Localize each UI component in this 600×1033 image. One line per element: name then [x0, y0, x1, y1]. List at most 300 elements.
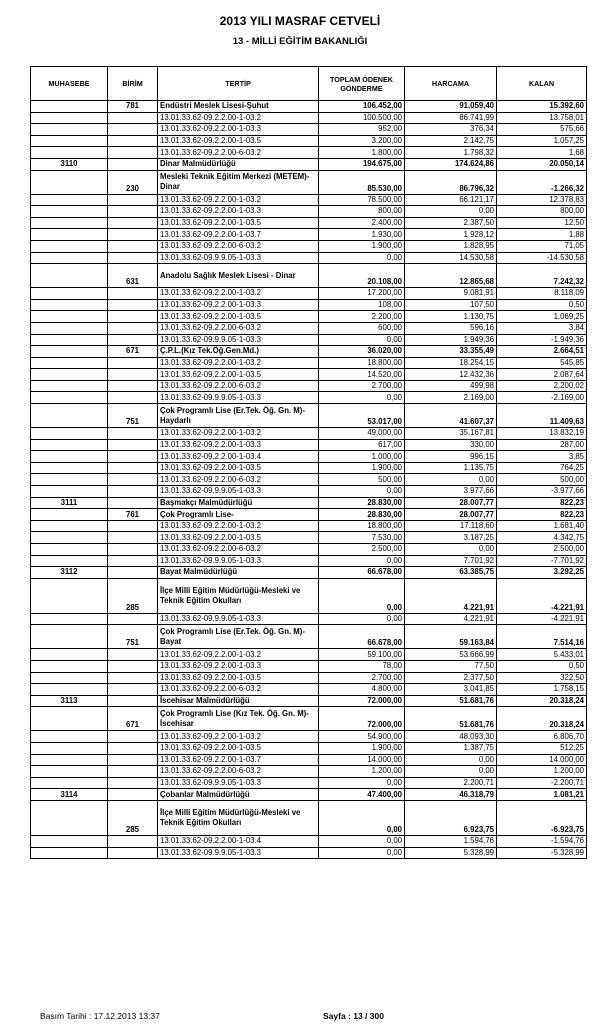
page-number: Sayfa : 13 / 300 — [323, 1011, 384, 1021]
table-row — [31, 684, 587, 696]
kalan-cell: -5.328,99 — [497, 847, 587, 859]
table-row — [31, 766, 587, 778]
kalan-cell: 500,00 — [497, 474, 587, 486]
muhasebe-cell: 3111 — [31, 497, 108, 509]
muhasebe-cell — [31, 847, 108, 859]
table-row — [31, 135, 587, 147]
harcama-cell: 12.432,36 — [405, 369, 497, 381]
birim-cell — [108, 835, 158, 847]
kalan-cell: 1.057,25 — [497, 135, 587, 147]
harcama-cell: 1.135,75 — [405, 462, 497, 474]
harcama-cell: 12.865,68 — [405, 264, 497, 288]
kalan-cell: 1.081,21 — [497, 789, 587, 801]
birim-cell — [108, 380, 158, 392]
kalan-cell: 20.050,14 — [497, 158, 587, 170]
harcama-cell: 33.355,49 — [405, 346, 497, 358]
table-row — [31, 613, 587, 625]
odenek-cell: 1.900,00 — [319, 240, 405, 252]
tertip-cell: 13.01.33.62-09.9.9.05-1-03.3 — [158, 392, 319, 404]
kalan-cell: 13.758,01 — [497, 112, 587, 124]
harcama-cell: 2.387,50 — [405, 217, 497, 229]
odenek-cell: 617,00 — [319, 439, 405, 451]
muhasebe-cell — [31, 264, 108, 288]
tertip-cell: 13.01.33.62-09.2.2.00-1-03.2 — [158, 649, 319, 661]
odenek-cell: 3.200,00 — [319, 135, 405, 147]
harcama-cell: 91.059,40 — [405, 101, 497, 113]
kalan-cell: 13.832,19 — [497, 428, 587, 440]
birim-cell — [108, 847, 158, 859]
birim-cell — [108, 497, 158, 509]
table-row — [31, 288, 587, 300]
table-row — [31, 509, 587, 521]
muhasebe-cell — [31, 777, 108, 789]
birim-cell — [108, 392, 158, 404]
odenek-cell: 100.500,00 — [319, 112, 405, 124]
kalan-cell: 1,88 — [497, 229, 587, 241]
harcama-cell: 28.007,77 — [405, 497, 497, 509]
tertip-cell: 13.01.33.62-09.2.2.00-1-03.3 — [158, 660, 319, 672]
tertip-cell: 13.01.33.62-09.2.2.00-1-03.4 — [158, 835, 319, 847]
table-row — [31, 147, 587, 159]
odenek-cell: 72.000,00 — [319, 707, 405, 731]
tertip-cell: 13.01.33.62-09.2.2.00-6-03.2 — [158, 474, 319, 486]
odenek-cell: 2.200,00 — [319, 311, 405, 323]
harcama-cell: 1.949,36 — [405, 334, 497, 346]
muhasebe-cell: 3114 — [31, 789, 108, 801]
kalan-cell: -6.923,75 — [497, 800, 587, 835]
table-row — [31, 486, 587, 498]
kalan-cell: 14.000,00 — [497, 754, 587, 766]
kalan-cell: 5.433,01 — [497, 649, 587, 661]
odenek-cell: 0,00 — [319, 578, 405, 613]
muhasebe-cell — [31, 147, 108, 159]
tertip-cell: 13.01.33.62-09.2.2.00-1-03.2 — [158, 520, 319, 532]
muhasebe-cell — [31, 462, 108, 474]
tertip-cell: 13.01.33.62-09.2.2.00-1-03.4 — [158, 451, 319, 463]
table-row — [31, 240, 587, 252]
tertip-cell: Anadolu Sağlık Meslek Lisesi - Dinar — [158, 264, 319, 288]
birim-cell — [108, 112, 158, 124]
tertip-cell: 13.01.33.62-09.2.2.00-1-03.2 — [158, 194, 319, 206]
muhasebe-cell — [31, 707, 108, 731]
birim-cell — [108, 428, 158, 440]
table-row — [31, 544, 587, 556]
kalan-cell: 1,68 — [497, 147, 587, 159]
kalan-cell: -4.221,91 — [497, 578, 587, 613]
birim-cell: 230 — [108, 170, 158, 194]
muhasebe-cell — [31, 439, 108, 451]
odenek-cell: 600,00 — [319, 322, 405, 334]
muhasebe-cell — [31, 649, 108, 661]
tertip-cell: Çok Programlı Lise (Er.Tek. Öğ. Gn. M)-Bayat — [158, 625, 319, 649]
harcama-cell: 5.328,99 — [405, 847, 497, 859]
odenek-cell: 0,00 — [319, 392, 405, 404]
table-row — [31, 101, 587, 113]
muhasebe-cell — [31, 754, 108, 766]
kalan-cell: 8.118,09 — [497, 288, 587, 300]
table-row — [31, 497, 587, 509]
odenek-cell: 0,00 — [319, 252, 405, 264]
tertip-cell: 13.01.33.62-09.2.2.00-1-03.7 — [158, 754, 319, 766]
harcama-cell: 1.828,95 — [405, 240, 497, 252]
muhasebe-cell — [31, 346, 108, 358]
muhasebe-cell — [31, 357, 108, 369]
kalan-cell: -2.200,71 — [497, 777, 587, 789]
muhasebe-cell — [31, 380, 108, 392]
harcama-cell: 996,15 — [405, 451, 497, 463]
print-date: Basım Tarihi : 17.12.2013 13:37 — [40, 1011, 160, 1021]
muhasebe-cell — [31, 800, 108, 835]
muhasebe-cell — [31, 206, 108, 218]
tertip-cell: 13.01.33.62-09.2.2.00-1-03.7 — [158, 229, 319, 241]
tertip-cell: Mesleki Teknik Eğitim Merkezi (METEM)-Dinar — [158, 170, 319, 194]
table-row — [31, 532, 587, 544]
harcama-cell: 1.387,75 — [405, 742, 497, 754]
tertip-cell: 13.01.33.62-09.9.9.05-1-03.3 — [158, 777, 319, 789]
table-row — [31, 625, 587, 649]
kalan-cell: 2.500,00 — [497, 544, 587, 556]
muhasebe-cell — [31, 672, 108, 684]
muhasebe-cell — [31, 124, 108, 136]
table-row — [31, 264, 587, 288]
odenek-cell: 49.000,00 — [319, 428, 405, 440]
muhasebe-cell — [31, 240, 108, 252]
harcama-cell: 9.081,91 — [405, 288, 497, 300]
kalan-cell: 1.069,25 — [497, 311, 587, 323]
odenek-cell: 0,00 — [319, 613, 405, 625]
harcama-cell: 1.928,12 — [405, 229, 497, 241]
odenek-cell: 0,00 — [319, 777, 405, 789]
tertip-cell: 13.01.33.62-09.9.9.05-1-03.3 — [158, 486, 319, 498]
table-row — [31, 439, 587, 451]
kalan-cell: 2.200,02 — [497, 380, 587, 392]
harcama-cell: 0,00 — [405, 754, 497, 766]
header-birim: BİRİM — [108, 67, 158, 101]
expense-table — [30, 66, 587, 859]
document-subtitle: 13 - MİLLİ EĞİTİM BAKANLIĞI — [232, 36, 368, 47]
table-row — [31, 334, 587, 346]
muhasebe-cell — [31, 135, 108, 147]
odenek-cell: 800,00 — [319, 206, 405, 218]
birim-cell — [108, 194, 158, 206]
odenek-cell: 952,00 — [319, 124, 405, 136]
odenek-cell: 66.678,00 — [319, 625, 405, 649]
table-row — [31, 742, 587, 754]
tertip-cell: 13.01.33.62-09.2.2.00-1-03.3 — [158, 299, 319, 311]
tertip-cell: Çok Programlı Lise- — [158, 509, 319, 521]
odenek-cell: 2.700,00 — [319, 380, 405, 392]
kalan-cell: 1.681,40 — [497, 520, 587, 532]
birim-cell — [108, 229, 158, 241]
birim-cell: 781 — [108, 101, 158, 113]
table-row — [31, 112, 587, 124]
table-row — [31, 847, 587, 859]
document-title: 2013 YILI MASRAF CETVELİ — [219, 14, 381, 28]
table-row — [31, 835, 587, 847]
birim-cell — [108, 555, 158, 567]
kalan-cell: 764,25 — [497, 462, 587, 474]
harcama-cell: 3.041,85 — [405, 684, 497, 696]
odenek-cell: 1.800,00 — [319, 147, 405, 159]
muhasebe-cell — [31, 474, 108, 486]
odenek-cell: 1.000,00 — [319, 451, 405, 463]
odenek-cell: 36.020,00 — [319, 346, 405, 358]
harcama-cell: 4.221,91 — [405, 578, 497, 613]
harcama-cell: 2.200,71 — [405, 777, 497, 789]
tertip-cell: 13.01.33.62-09.2.2.00-1-03.3 — [158, 206, 319, 218]
muhasebe-cell — [31, 520, 108, 532]
harcama-cell: 2.377,50 — [405, 672, 497, 684]
birim-cell: 761 — [108, 509, 158, 521]
tertip-cell: 13.01.33.62-09.2.2.00-6-03.2 — [158, 380, 319, 392]
table-row — [31, 404, 587, 428]
birim-cell: 285 — [108, 800, 158, 835]
kalan-cell: 1.758,15 — [497, 684, 587, 696]
birim-cell — [108, 684, 158, 696]
table-row — [31, 660, 587, 672]
muhasebe-cell — [31, 170, 108, 194]
muhasebe-cell — [31, 404, 108, 428]
odenek-cell: 0,00 — [319, 334, 405, 346]
tertip-cell: 13.01.33.62-09.2.2.00-1-03.5 — [158, 742, 319, 754]
birim-cell — [108, 672, 158, 684]
table-row — [31, 124, 587, 136]
table-row — [31, 299, 587, 311]
kalan-cell: 12.378,83 — [497, 194, 587, 206]
kalan-cell: 7.242,32 — [497, 264, 587, 288]
harcama-cell: 1.798,32 — [405, 147, 497, 159]
table-row — [31, 695, 587, 707]
odenek-cell: 28.830,00 — [319, 509, 405, 521]
tertip-cell: 13.01.33.62-09.2.2.00-6-03.2 — [158, 240, 319, 252]
birim-cell — [108, 613, 158, 625]
kalan-cell: 3,85 — [497, 451, 587, 463]
table-row — [31, 578, 587, 613]
muhasebe-cell — [31, 660, 108, 672]
table-row — [31, 649, 587, 661]
harcama-cell: 3.977,66 — [405, 486, 497, 498]
tertip-cell: Çok Programlı Lise (Kız Tek. Öğ. Gn. M)-İscehisar — [158, 707, 319, 731]
muhasebe-cell — [31, 544, 108, 556]
muhasebe-cell — [31, 322, 108, 334]
kalan-cell: -3.977,66 — [497, 486, 587, 498]
odenek-cell: 17.200,00 — [319, 288, 405, 300]
birim-cell — [108, 777, 158, 789]
table-row — [31, 428, 587, 440]
muhasebe-cell — [31, 555, 108, 567]
kalan-cell: 11.409,63 — [497, 404, 587, 428]
kalan-cell: 800,00 — [497, 206, 587, 218]
odenek-cell: 0,00 — [319, 800, 405, 835]
tertip-cell: Çok Programlı Lise (Er.Tek. Öğ. Gn. M)-Haydarlı — [158, 404, 319, 428]
birim-cell — [108, 532, 158, 544]
birim-cell — [108, 660, 158, 672]
harcama-cell: 7.701,92 — [405, 555, 497, 567]
birim-cell — [108, 124, 158, 136]
table-row — [31, 229, 587, 241]
muhasebe-cell — [31, 288, 108, 300]
birim-cell — [108, 357, 158, 369]
kalan-cell: 2.087,64 — [497, 369, 587, 381]
harcama-cell: 18.254,15 — [405, 357, 497, 369]
tertip-cell: 13.01.33.62-09.9.9.05-1-03.3 — [158, 252, 319, 264]
muhasebe-cell — [31, 428, 108, 440]
harcama-cell: 1.594,76 — [405, 835, 497, 847]
table-row — [31, 731, 587, 743]
harcama-cell: 330,00 — [405, 439, 497, 451]
tertip-cell: İlçe Milli Eğitim Müdürlüğü-Mesleki ve Teknik Eğitim Okulları — [158, 578, 319, 613]
harcama-cell: 51.681,76 — [405, 695, 497, 707]
muhasebe-cell — [31, 613, 108, 625]
birim-cell — [108, 649, 158, 661]
odenek-cell: 2.500,00 — [319, 544, 405, 556]
birim-cell — [108, 695, 158, 707]
kalan-cell: -1.594,76 — [497, 835, 587, 847]
table-row — [31, 380, 587, 392]
odenek-cell: 53.017,00 — [319, 404, 405, 428]
harcama-cell: 0,00 — [405, 544, 497, 556]
harcama-cell: 3.187,25 — [405, 532, 497, 544]
tertip-cell: 13.01.33.62-09.2.2.00-1-03.2 — [158, 731, 319, 743]
harcama-cell: 174.624,86 — [405, 158, 497, 170]
harcama-cell: 46.318,79 — [405, 789, 497, 801]
tertip-cell: 13.01.33.62-09.9.9.05-1-03.3 — [158, 555, 319, 567]
table-row — [31, 170, 587, 194]
birim-cell — [108, 742, 158, 754]
table-row — [31, 754, 587, 766]
muhasebe-cell — [31, 392, 108, 404]
table-row — [31, 567, 587, 579]
table-row — [31, 474, 587, 486]
harcama-cell: 53.666,99 — [405, 649, 497, 661]
tertip-cell: 13.01.33.62-09.2.2.00-6-03.2 — [158, 322, 319, 334]
table-row — [31, 158, 587, 170]
muhasebe-cell — [31, 451, 108, 463]
birim-cell: 671 — [108, 707, 158, 731]
muhasebe-cell: 3110 — [31, 158, 108, 170]
odenek-cell: 14.000,00 — [319, 754, 405, 766]
kalan-cell: 20.318,24 — [497, 695, 587, 707]
birim-cell — [108, 147, 158, 159]
harcama-cell: 51.681,76 — [405, 707, 497, 731]
harcama-cell: 86.741,99 — [405, 112, 497, 124]
tertip-cell: 13.01.33.62-09.2.2.00-1-03.5 — [158, 672, 319, 684]
odenek-cell: 7.530,00 — [319, 532, 405, 544]
birim-cell: 285 — [108, 578, 158, 613]
tertip-cell: Endüstri Meslek Lisesi-Şuhut — [158, 101, 319, 113]
kalan-cell: 71,05 — [497, 240, 587, 252]
table-row — [31, 357, 587, 369]
tertip-cell: 13.01.33.62-09.2.2.00-1-03.5 — [158, 217, 319, 229]
table-row — [31, 206, 587, 218]
birim-cell: 751 — [108, 625, 158, 649]
table-row — [31, 520, 587, 532]
odenek-cell: 0,00 — [319, 835, 405, 847]
harcama-cell: 0,00 — [405, 206, 497, 218]
birim-cell — [108, 334, 158, 346]
header-muhasebe: MUHASEBE — [31, 67, 108, 101]
birim-cell — [108, 439, 158, 451]
harcama-cell: 66.121,17 — [405, 194, 497, 206]
table-row — [31, 672, 587, 684]
kalan-cell: 6.806,70 — [497, 731, 587, 743]
odenek-cell: 28.830,00 — [319, 497, 405, 509]
odenek-cell: 78.500,00 — [319, 194, 405, 206]
table-row — [31, 311, 587, 323]
tertip-cell: 13.01.33.62-09.2.2.00-6-03.2 — [158, 147, 319, 159]
harcama-cell: 86.796,32 — [405, 170, 497, 194]
muhasebe-cell — [31, 217, 108, 229]
tertip-cell: 13.01.33.62-09.2.2.00-1-03.2 — [158, 428, 319, 440]
tertip-cell: 13.01.33.62-09.2.2.00-1-03.5 — [158, 462, 319, 474]
table-row — [31, 707, 587, 731]
muhasebe-cell — [31, 486, 108, 498]
muhasebe-cell — [31, 299, 108, 311]
odenek-cell: 78,00 — [319, 660, 405, 672]
table-body — [31, 101, 587, 859]
birim-cell — [108, 486, 158, 498]
table-row — [31, 346, 587, 358]
tertip-cell: 13.01.33.62-09.9.9.05-1-03.3 — [158, 847, 319, 859]
muhasebe-cell — [31, 311, 108, 323]
kalan-cell: 2.664,51 — [497, 346, 587, 358]
odenek-cell: 18.800,00 — [319, 357, 405, 369]
birim-cell: 631 — [108, 264, 158, 288]
table-header-row — [31, 67, 587, 101]
kalan-cell: 4.342,75 — [497, 532, 587, 544]
birim-cell: 671 — [108, 346, 158, 358]
kalan-cell: 512,25 — [497, 742, 587, 754]
birim-cell — [108, 369, 158, 381]
harcama-cell: 6.923,75 — [405, 800, 497, 835]
table-row — [31, 777, 587, 789]
birim-cell — [108, 544, 158, 556]
muhasebe-cell: 3112 — [31, 567, 108, 579]
tertip-cell: İscehisar Malmüdürlüğü — [158, 695, 319, 707]
birim-cell — [108, 567, 158, 579]
birim-cell — [108, 451, 158, 463]
kalan-cell: -4.221,91 — [497, 613, 587, 625]
muhasebe-cell — [31, 229, 108, 241]
odenek-cell: 1.930,00 — [319, 229, 405, 241]
harcama-cell: 17.118,60 — [405, 520, 497, 532]
tertip-cell: 13.01.33.62-09.2.2.00-1-03.2 — [158, 288, 319, 300]
table-row — [31, 800, 587, 835]
tertip-cell: Çobanlar Malmüdürlüğü — [158, 789, 319, 801]
muhasebe-cell — [31, 731, 108, 743]
muhasebe-cell — [31, 684, 108, 696]
muhasebe-cell — [31, 334, 108, 346]
tertip-cell: Bayat Malmüdürlüğü — [158, 567, 319, 579]
kalan-cell: 575,66 — [497, 124, 587, 136]
table-row — [31, 789, 587, 801]
table-row — [31, 462, 587, 474]
odenek-cell: 47.400,00 — [319, 789, 405, 801]
header-harcama: HARCAMA — [405, 67, 497, 101]
muhasebe-cell — [31, 625, 108, 649]
table-row — [31, 217, 587, 229]
table-row — [31, 555, 587, 567]
muhasebe-cell — [31, 532, 108, 544]
harcama-cell: 77,50 — [405, 660, 497, 672]
kalan-cell: -1.949,36 — [497, 334, 587, 346]
tertip-cell: 13.01.33.62-09.2.2.00-6-03.2 — [158, 766, 319, 778]
odenek-cell: 106.452,00 — [319, 101, 405, 113]
kalan-cell: 7.514,16 — [497, 625, 587, 649]
muhasebe-cell — [31, 112, 108, 124]
birim-cell — [108, 252, 158, 264]
odenek-cell: 59.100,00 — [319, 649, 405, 661]
